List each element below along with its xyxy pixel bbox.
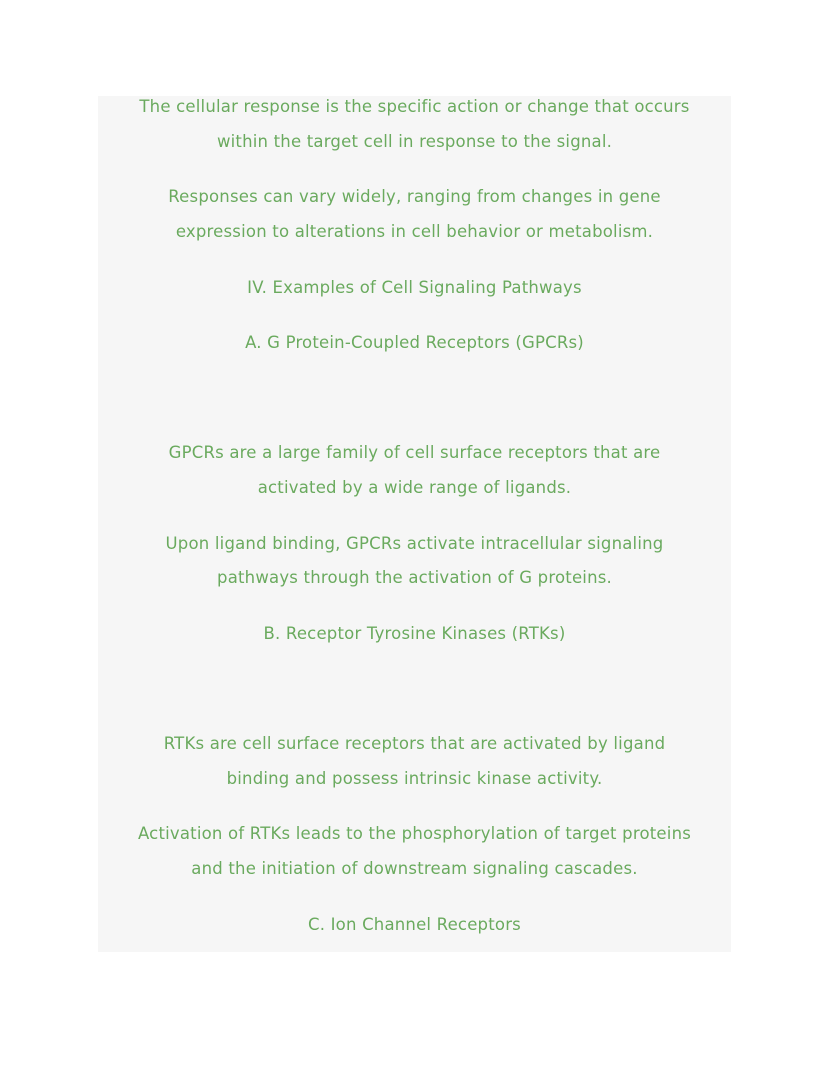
paragraph-rtks-activation-line-2: and the initiation of downstream signaling cascades. — [191, 859, 638, 878]
paragraph-gpcrs-family-line-2: activated by a wide range of ligands. — [257, 478, 572, 497]
document-panel — [98, 96, 731, 952]
paragraph-cellular-response-line-1: The cellular response is the specific action or change that occurs — [139, 97, 690, 116]
subheading-rtks: B. Receptor Tyrosine Kinases (RTKs) — [263, 624, 566, 643]
paragraph-cellular-response-line-2: within the target cell in response to the signal. — [216, 132, 613, 151]
paragraph-responses-vary-line-1: Responses can vary widely, ranging from changes in gene — [168, 187, 661, 206]
paragraph-rtks-definition-line-2: binding and possess intrinsic kinase activity. — [226, 769, 603, 788]
section-heading-examples: IV. Examples of Cell Signaling Pathways — [247, 278, 582, 297]
paragraph-gpcrs-family-line-1: GPCRs are a large family of cell surface receptors that are — [168, 443, 661, 462]
subheading-gpcrs: A. G Protein-Coupled Receptors (GPCRs) — [245, 333, 584, 352]
paragraph-rtks-activation-line-1: Activation of RTKs leads to the phosphorylation of target proteins — [137, 824, 692, 843]
paragraph-rtks-definition-line-1: RTKs are cell surface receptors that are activated by ligand — [163, 734, 666, 753]
paragraph-gpcrs-binding-line-1: Upon ligand binding, GPCRs activate intracellular signaling — [165, 534, 664, 553]
paragraph-gpcrs-binding-line-2: pathways through the activation of G proteins. — [217, 568, 612, 587]
paragraph-responses-vary-line-2: expression to alterations in cell behavior or metabolism. — [175, 222, 654, 241]
subheading-ion-channel: C. Ion Channel Receptors — [308, 915, 521, 934]
